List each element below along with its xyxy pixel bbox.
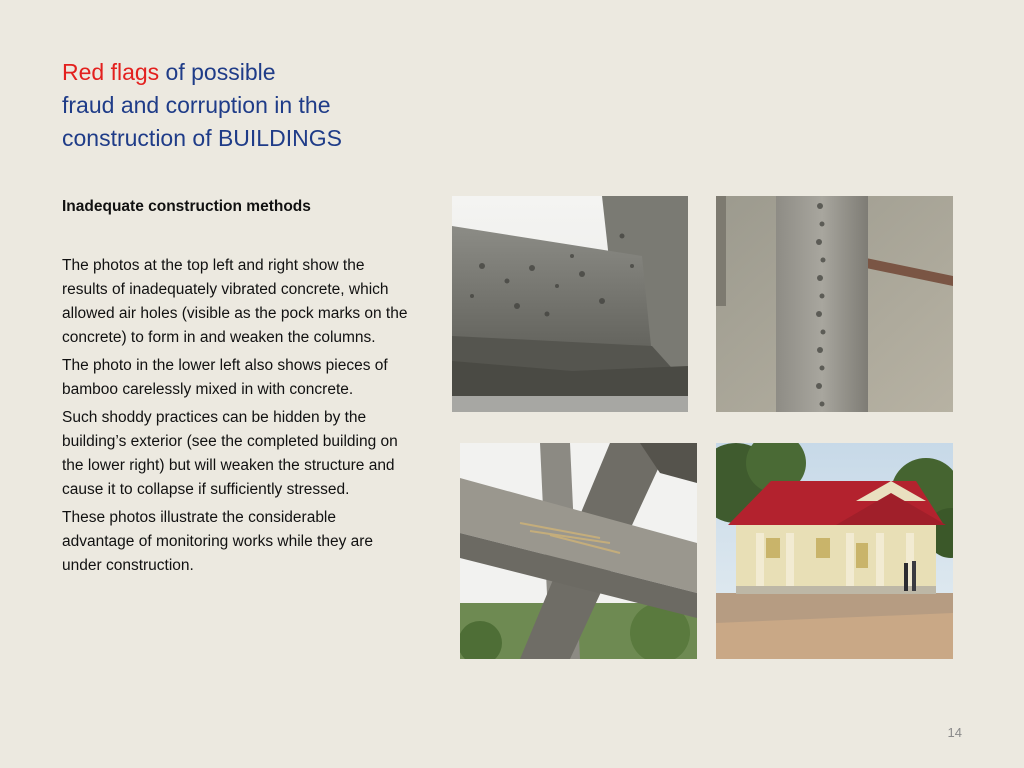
paragraph-1: The photos at the top left and right show the results of inadequately vibrated concrete, which allowed air holes (visible as the pock marks on the concrete) to form in and weaken the columns. <box>62 257 408 346</box>
photo-completed-building <box>716 443 953 659</box>
paragraph-2: The photo in the lower left also shows pieces of bamboo carelessly mixed in with concrete. <box>62 357 388 398</box>
section-subheading: Inadequate construction methods <box>62 198 311 215</box>
photo-honeycombed-beam-joint <box>452 196 688 412</box>
slide-title <box>62 56 442 155</box>
title-red-flags: Red flags <box>62 59 160 85</box>
title-line-1-rest: of possible <box>159 59 276 85</box>
title-line-1 <box>62 56 442 89</box>
photo-bamboo-in-concrete <box>460 443 697 659</box>
title-line-2: fraud and corruption in the <box>62 92 331 118</box>
paragraph-3: Such shoddy practices can be hidden by the building’s exterior (see the completed building on the lower right) but will weaken the structure and cause it to collapse if sufficiently stressed. <box>62 409 398 498</box>
page-number: 14 <box>947 725 962 740</box>
title-line-3: construction of BUILDINGS <box>62 125 342 151</box>
paragraph-4: These photos illustrate the considerable advantage of monitoring works while they are under construction. <box>62 509 374 574</box>
photo-honeycombed-column <box>716 196 953 412</box>
body-text <box>62 254 412 582</box>
